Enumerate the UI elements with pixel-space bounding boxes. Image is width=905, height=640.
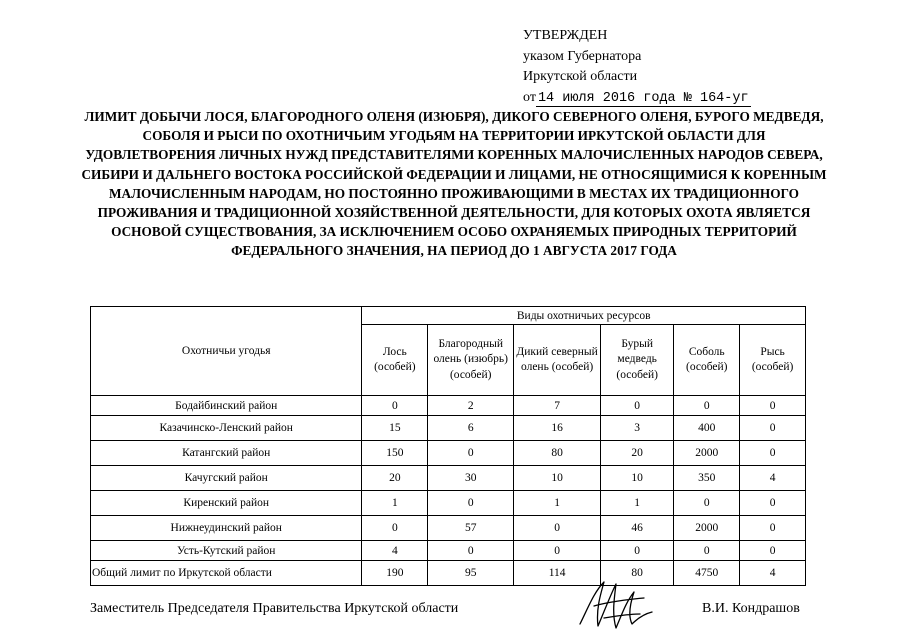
table-row: [91, 516, 806, 541]
value-cell: 0: [740, 416, 806, 441]
value-cell: 2000: [674, 441, 740, 466]
approval-date-line: [523, 88, 751, 110]
value-cell: 1: [601, 491, 674, 516]
value-cell: 2: [428, 396, 514, 416]
value-cell: 0: [601, 541, 674, 561]
table-row: [91, 416, 806, 441]
column-header-elk: Лось (особей): [362, 325, 428, 396]
limits-table: [90, 306, 806, 586]
value-cell: 7: [514, 396, 601, 416]
column-header-brown-bear: Бурый медведь (особей): [601, 325, 674, 396]
total-value-cell: 4750: [674, 561, 740, 586]
value-cell: 350: [674, 466, 740, 491]
value-cell: 4: [740, 466, 806, 491]
value-cell: 46: [601, 516, 674, 541]
value-cell: 0: [601, 396, 674, 416]
region-cell: Нижнеудинский район: [91, 516, 362, 541]
approval-block: [523, 26, 751, 109]
value-cell: 30: [428, 466, 514, 491]
total-value-cell: 95: [428, 561, 514, 586]
value-cell: 0: [514, 541, 601, 561]
column-header-sable: Соболь (особей): [674, 325, 740, 396]
grounds-header: Охотничьи угодья: [91, 307, 362, 396]
value-cell: 1: [514, 491, 601, 516]
column-header-lynx: Рысь (особей): [740, 325, 806, 396]
value-cell: 0: [428, 491, 514, 516]
value-cell: 2000: [674, 516, 740, 541]
value-cell: 4: [362, 541, 428, 561]
approval-date-number: 14 июля 2016 года № 164-уг: [537, 90, 749, 106]
value-cell: 0: [362, 396, 428, 416]
approval-decree: указом Губернатора: [523, 48, 642, 64]
value-cell: 150: [362, 441, 428, 466]
table-row: [91, 491, 806, 516]
value-cell: 0: [362, 516, 428, 541]
value-cell: 0: [428, 541, 514, 561]
total-value-cell: 114: [514, 561, 601, 586]
region-cell: Катангский район: [91, 441, 362, 466]
value-cell: 0: [674, 541, 740, 561]
value-cell: 80: [514, 441, 601, 466]
total-value-cell: 4: [740, 561, 806, 586]
value-cell: 57: [428, 516, 514, 541]
value-cell: 6: [428, 416, 514, 441]
region-cell: Киренский район: [91, 491, 362, 516]
value-cell: 10: [601, 466, 674, 491]
signatory-name: В.И. Кондрашов: [702, 601, 800, 616]
region-cell: Бодайбинский район: [91, 396, 362, 416]
table-row: [91, 396, 806, 416]
value-cell: 20: [601, 441, 674, 466]
resources-group-header: Виды охотничьих ресурсов: [362, 307, 806, 325]
column-header-reindeer: Дикий северный олень (особей): [514, 325, 601, 396]
handwritten-signature: [574, 574, 664, 634]
value-cell: 10: [514, 466, 601, 491]
total-value-cell: 80: [601, 561, 674, 586]
value-cell: 1: [362, 491, 428, 516]
value-cell: 400: [674, 416, 740, 441]
value-cell: 3: [601, 416, 674, 441]
signatory-position: Заместитель Председателя Правительства Иркутской области: [90, 601, 459, 616]
total-label-cell: Общий лимит по Иркутской области: [91, 561, 362, 586]
value-cell: 0: [740, 441, 806, 466]
value-cell: 0: [740, 491, 806, 516]
table-row: [91, 466, 806, 491]
region-cell: Качугский район: [91, 466, 362, 491]
value-cell: 15: [362, 416, 428, 441]
document-title: ЛИМИТ ДОБЫЧИ ЛОСЯ, БЛАГОРОДНОГО ОЛЕНЯ (ИЗЮБРЯ), ДИКОГО СЕВЕРНОГО ОЛЕНЯ, БУРОГО МЕДВЕДЯ, СОБОЛЯ И РЫСИ ПО ОХОТНИЧЬИМ УГОДЬЯМ НА ТЕРРИТОРИИ ИРКУТСКОЙ ОБЛАСТИ ДЛЯ УДОВЛЕТВОРЕНИЯ ЛИЧНЫХ НУЖД ПРЕДСТАВИТЕЛЯМИ КОРЕННЫХ МАЛОЧИСЛЕННЫХ НАРОДОВ СЕВЕРА, СИБИРИ И ДАЛЬНЕГО ВОСТОКА РОССИЙСКОЙ ФЕДЕРАЦИИ И ЛИЦАМИ, НЕ ОТНОСЯЩИМИСЯ К КОРЕННЫМ МАЛОЧИСЛЕННЫМ НАРОДАМ, НО ПОСТОЯННО ПРОЖИВАЮЩИМИ В МЕСТАХ ИХ ТРАДИЦИОННОГО ПРОЖИВАНИЯ И ТРАДИЦИОННОЙ ХОЗЯЙСТВЕННОЙ ДЕЯТЕЛЬНОСТИ, ДЛЯ КОТОРЫХ ОХОТА ЯВЛЯЕТСЯ ОСНОВОЙ СУЩЕСТВОВАНИЯ, ЗА ИСКЛЮЧЕНИЕМ ОСОБО ОХРАНЯЕМЫХ ПРИРОДНЫХ ТЕРРИТОРИЙ ФЕДЕРАЛЬНОГО ЗНАЧЕНИЯ, НА ПЕРИОД ДО 1 АВГУСТА 2017 ГОДА: [81, 109, 827, 259]
table-total-row: [91, 561, 806, 586]
value-cell: 0: [674, 396, 740, 416]
total-value-cell: 190: [362, 561, 428, 586]
approval-heading: УТВЕРЖДЕН: [523, 28, 608, 43]
value-cell: 0: [428, 441, 514, 466]
region-cell: Усть-Кутский район: [91, 541, 362, 561]
table-row: [91, 541, 806, 561]
value-cell: 0: [740, 541, 806, 561]
value-cell: 0: [674, 491, 740, 516]
approval-date-prefix: от: [523, 89, 536, 105]
value-cell: 16: [514, 416, 601, 441]
value-cell: 20: [362, 466, 428, 491]
region-cell: Казачинско-Ленский район: [91, 416, 362, 441]
value-cell: 0: [740, 516, 806, 541]
value-cell: 0: [740, 396, 806, 416]
column-header-red-deer: Благородный олень (изюбрь) (особей): [428, 325, 514, 396]
value-cell: 0: [514, 516, 601, 541]
approval-region: Иркутской области: [523, 69, 638, 84]
table-row: [91, 441, 806, 466]
